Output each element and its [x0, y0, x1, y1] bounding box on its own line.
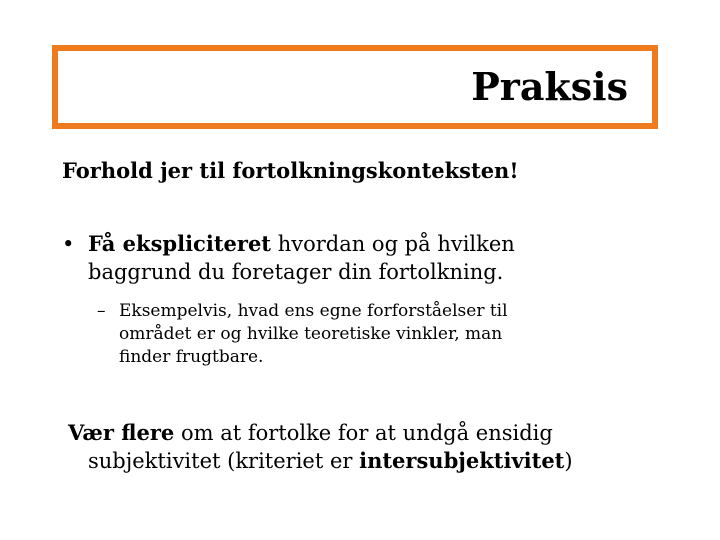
sub-bullet-line3: finder frugtbare.	[119, 347, 264, 367]
bullet-text-line1: hvordan og på hvilken	[271, 232, 515, 256]
final-text3: )	[564, 449, 573, 473]
sub-bullet-text	[119, 300, 619, 369]
bullet-text-line2: baggrund du foretager din fortolkning.	[88, 260, 504, 284]
slide-title: Praksis	[471, 64, 628, 109]
final-line2	[68, 447, 668, 475]
final-paragraph	[68, 419, 668, 475]
final-line1	[68, 421, 553, 445]
slide-heading: Forhold jer til fortolkningskonteksten!	[62, 158, 519, 183]
final-text2: subjektivitet (kriteriet er	[88, 449, 360, 473]
sub-bullet-marker: –	[97, 301, 106, 321]
sub-bullet-line1: Eksempelvis, hvad ens egne forforståelser til	[119, 301, 508, 321]
bullet-marker: •	[62, 232, 75, 256]
title-box	[52, 45, 658, 129]
final-text1: om at fortolke for at undgå ensidig	[174, 421, 553, 445]
final-bold2: intersubjektivitet	[359, 448, 565, 473]
bullet-text	[88, 230, 628, 286]
sub-bullet-line2: området er og hvilke teoretiske vinkler, man	[119, 324, 503, 344]
bullet-bold-text: Få ekspliciteret	[88, 231, 272, 256]
final-bold1: Vær flere	[68, 420, 175, 445]
